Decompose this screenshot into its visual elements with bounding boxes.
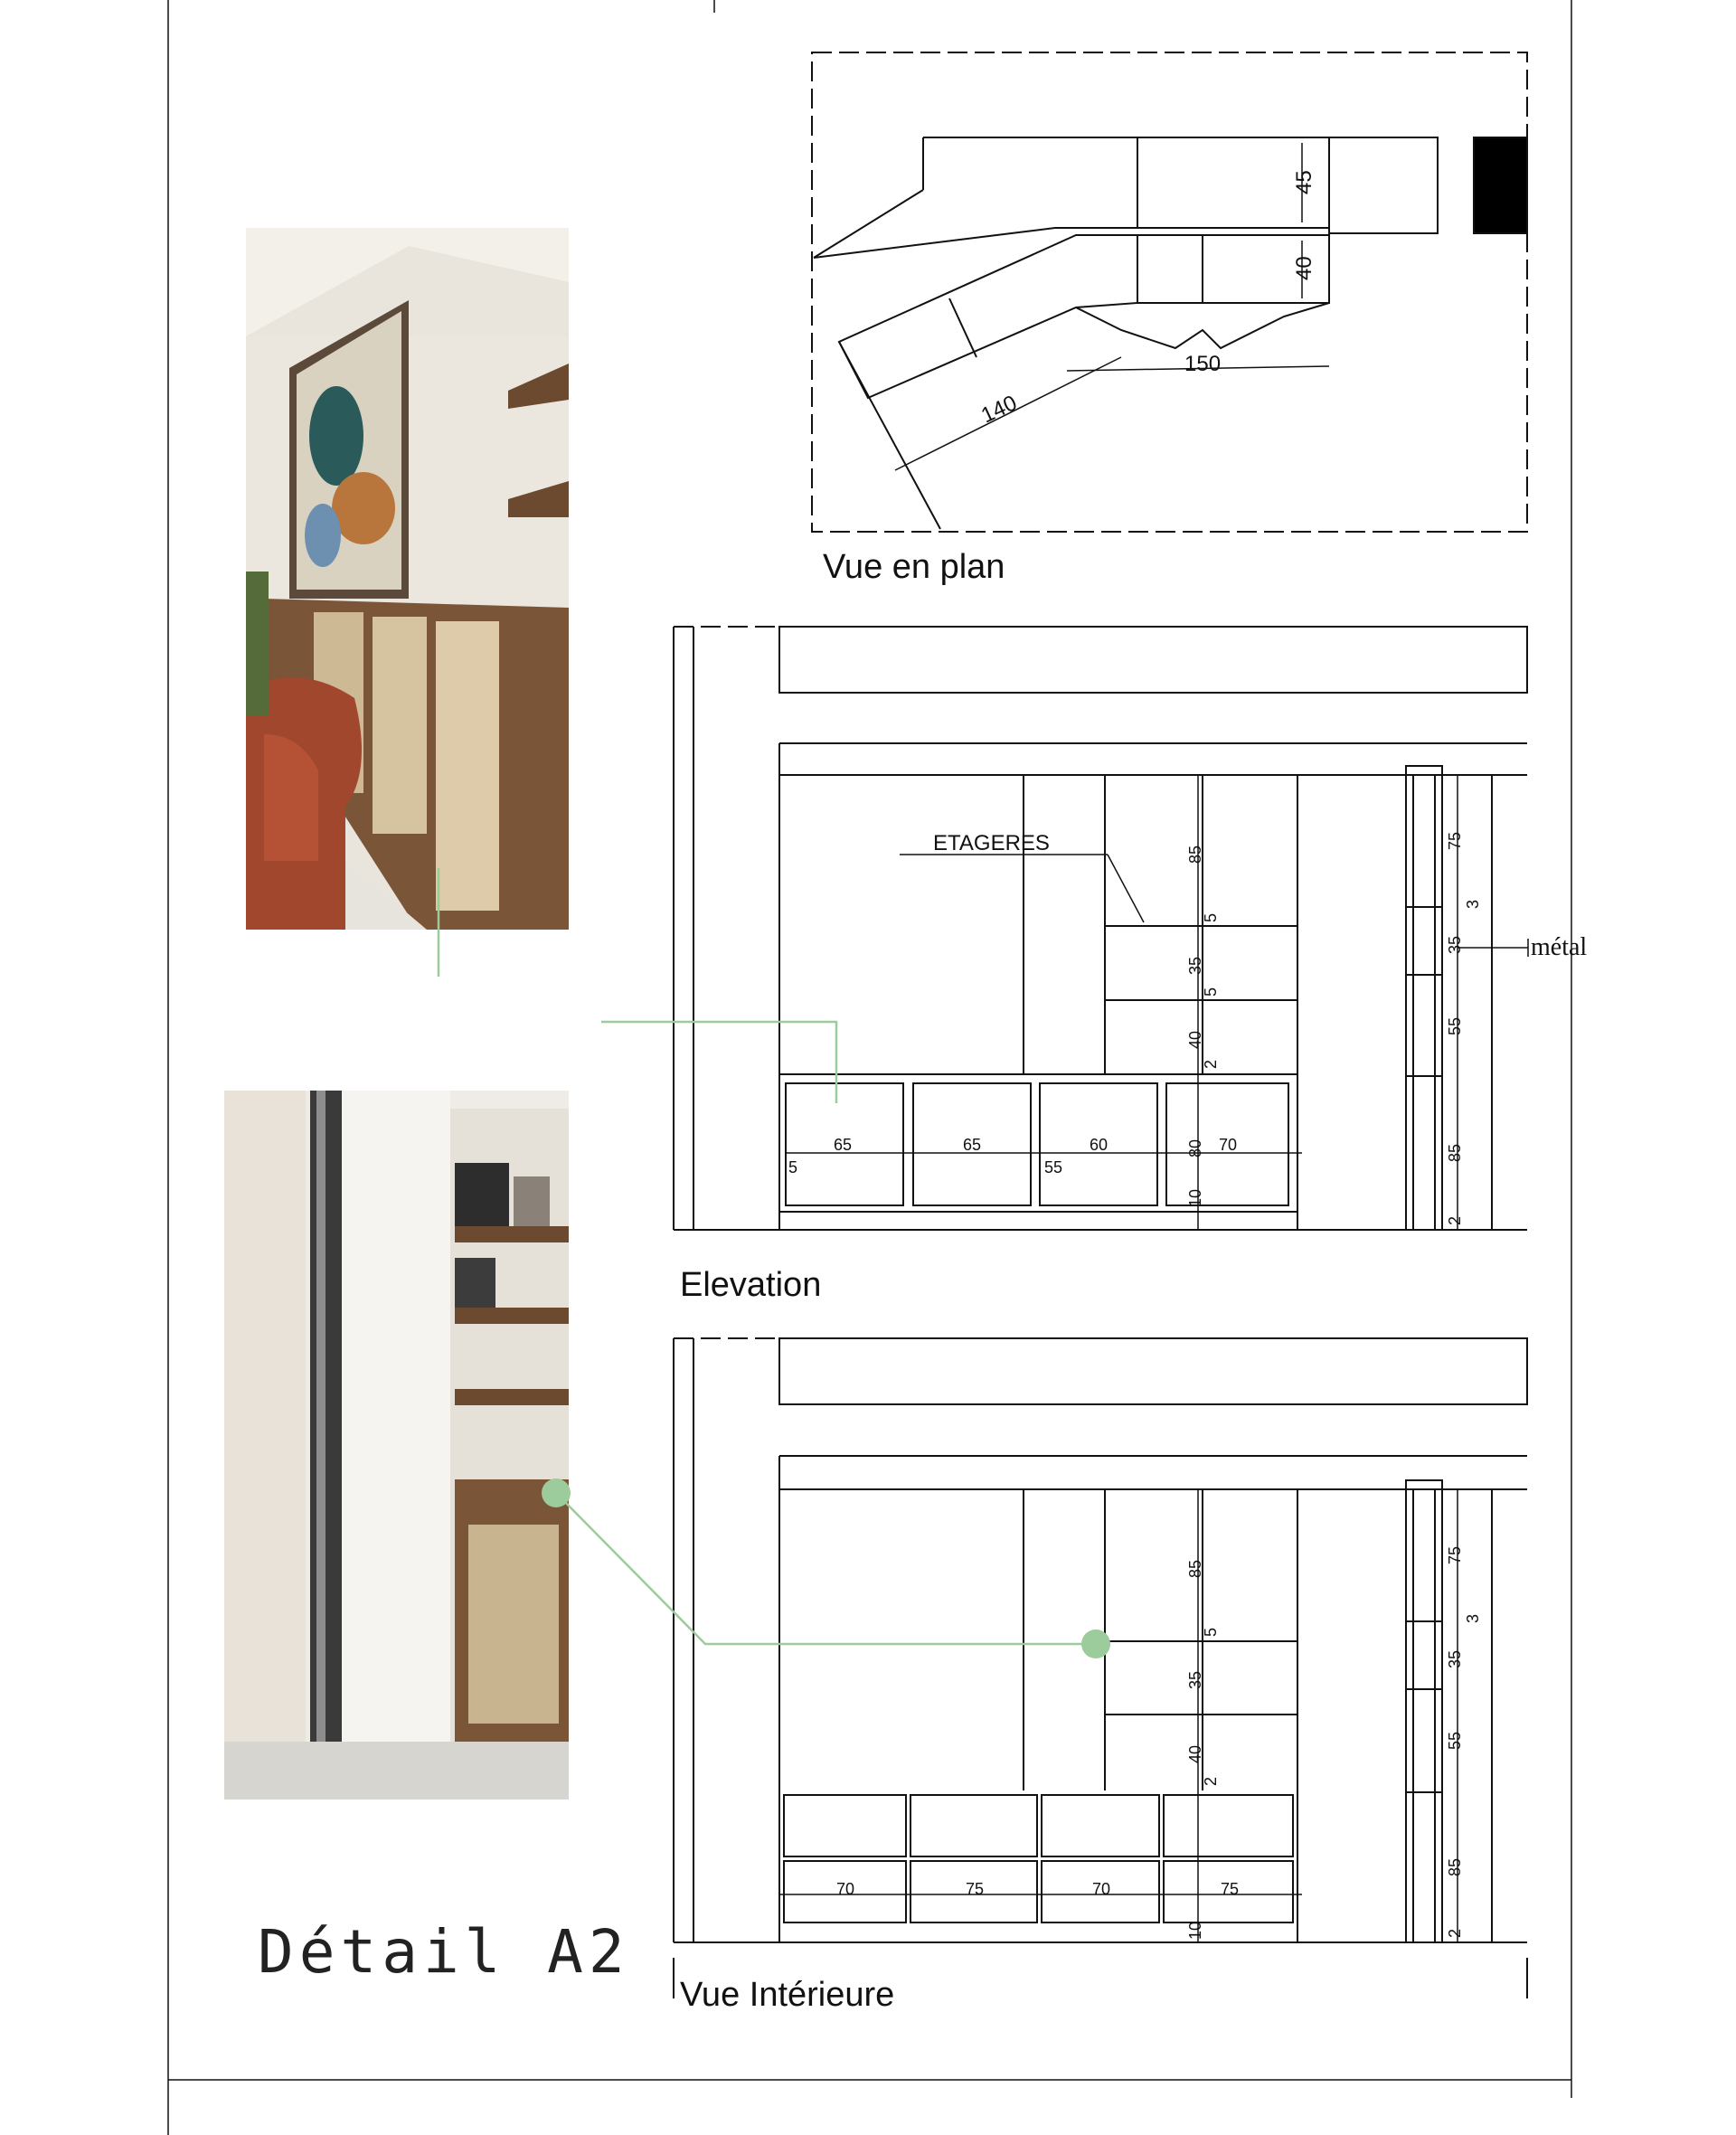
svg-text:5: 5 bbox=[1202, 912, 1220, 922]
plan-dim-140: 140 bbox=[977, 391, 1021, 429]
svg-text:75: 75 bbox=[1446, 831, 1464, 850]
svg-text:55: 55 bbox=[1446, 1731, 1464, 1750]
svg-text:75: 75 bbox=[1446, 1545, 1464, 1564]
elevation-note-metal: métal bbox=[1531, 933, 1588, 961]
plan-dim-150: 150 bbox=[1184, 352, 1222, 376]
svg-text:10: 10 bbox=[1186, 1921, 1204, 1940]
interior-view-title: Vue Intérieure bbox=[680, 1976, 895, 2014]
svg-text:35: 35 bbox=[1446, 1649, 1464, 1668]
interior-view-drawing bbox=[674, 1338, 1527, 1998]
svg-text:85: 85 bbox=[1446, 1857, 1464, 1876]
svg-text:85: 85 bbox=[1186, 845, 1204, 864]
svg-text:5: 5 bbox=[1202, 1627, 1220, 1637]
plan-dim-40: 40 bbox=[1292, 256, 1316, 280]
svg-text:3: 3 bbox=[1464, 899, 1482, 909]
svg-text:10: 10 bbox=[1186, 1188, 1204, 1207]
elevation-title: Elevation bbox=[680, 1266, 822, 1304]
callout-dot-drawing bbox=[1081, 1630, 1110, 1658]
svg-text:55: 55 bbox=[1446, 1016, 1464, 1035]
svg-text:80: 80 bbox=[1186, 1138, 1204, 1157]
svg-text:65: 65 bbox=[963, 1136, 982, 1154]
svg-text:75: 75 bbox=[1221, 1880, 1240, 1898]
plan-dim-45: 45 bbox=[1292, 170, 1316, 194]
svg-text:55: 55 bbox=[1044, 1158, 1063, 1176]
svg-text:85: 85 bbox=[1186, 1559, 1204, 1578]
svg-text:40: 40 bbox=[1186, 1030, 1204, 1049]
svg-text:70: 70 bbox=[836, 1880, 855, 1898]
svg-text:2: 2 bbox=[1202, 1776, 1220, 1786]
svg-text:75: 75 bbox=[966, 1880, 985, 1898]
svg-text:2: 2 bbox=[1202, 1059, 1220, 1069]
interior-right-dims bbox=[1446, 1546, 1482, 1938]
plan-view-drawing bbox=[812, 52, 1527, 532]
svg-text:2: 2 bbox=[1446, 1928, 1464, 1938]
elevation-horizontal-dims bbox=[788, 1136, 1237, 1176]
plan-view-title: Vue en plan bbox=[823, 548, 1005, 586]
svg-text:65: 65 bbox=[834, 1136, 853, 1154]
elevation-note-shelves: ETAGERES bbox=[933, 831, 1050, 855]
svg-text:35: 35 bbox=[1186, 1670, 1204, 1689]
callout-lines bbox=[439, 868, 1096, 1644]
svg-text:5: 5 bbox=[788, 1158, 798, 1176]
svg-text:85: 85 bbox=[1446, 1143, 1464, 1162]
elevation-right-dims bbox=[1446, 832, 1482, 1225]
svg-text:70: 70 bbox=[1219, 1136, 1238, 1154]
svg-text:2: 2 bbox=[1446, 1215, 1464, 1225]
svg-text:40: 40 bbox=[1186, 1744, 1204, 1763]
svg-text:35: 35 bbox=[1446, 935, 1464, 954]
svg-text:5: 5 bbox=[1202, 987, 1220, 997]
callout-dot-render bbox=[542, 1478, 571, 1507]
svg-text:35: 35 bbox=[1186, 956, 1204, 975]
svg-text:3: 3 bbox=[1464, 1613, 1482, 1623]
svg-text:70: 70 bbox=[1092, 1880, 1111, 1898]
detail-title: Détail A2 bbox=[258, 1917, 630, 1987]
svg-text:60: 60 bbox=[1090, 1136, 1109, 1154]
